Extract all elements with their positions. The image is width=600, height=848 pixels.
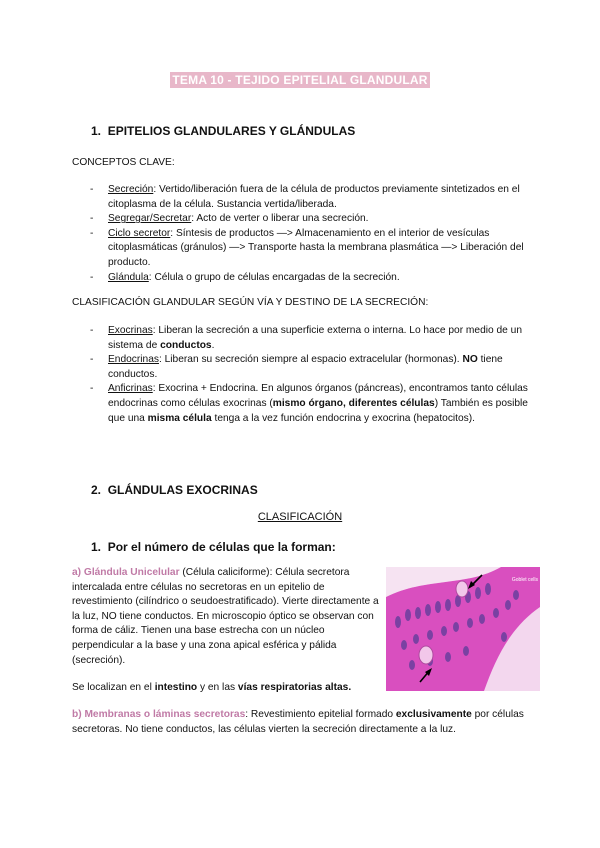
subsection-number: 1. [91, 540, 102, 554]
concepts-list [90, 183, 530, 285]
page-title [0, 71, 600, 89]
concept-item [90, 212, 530, 227]
concept-item [90, 183, 530, 212]
location-bold: vías respiratorias altas. [237, 682, 352, 693]
unicellular-paragraph [72, 566, 380, 668]
membranes-text: : Revestimiento epitelial formado [245, 709, 396, 720]
gland-type-exocrine [90, 324, 530, 353]
concept-text: : Acto de verter o liberar una secreción. [191, 213, 369, 225]
title-highlight: TEMA 10 - TEJIDO EPITELIAL GLANDULAR [172, 73, 428, 87]
gland-type-amphicrine [90, 382, 530, 426]
unicellular-label: a) Glándula Unicelular [72, 567, 180, 578]
gland-text-end: . [211, 339, 215, 351]
gland-text: : Liberan su secreción siempre al espacio extracelular (hormonas). [158, 354, 463, 366]
gland-text: ) También es posible que una [108, 397, 528, 424]
goblet-cell-micrograph [386, 567, 540, 691]
concept-item [90, 271, 530, 286]
gland-term: Endocrinas [108, 354, 159, 366]
unicellular-text: (Célula caliciforme): Célula secretora intercalada entre células no secretoras en un epitelio de revestimiento (cilíndrico o seudoestratificado). Vierte directamente a la luz, NO tiene conductos. En microscopio óptico se observan con forma de cáliz. Tienen una base estrecha con un núcleo perpendicular a la base y una zona apical esférica y pálida (secreción). [72, 567, 379, 666]
section2-number: 2. [91, 483, 102, 497]
concept-term: Segregar/Secretar [108, 213, 192, 225]
classification-label: CLASIFICACIÓN GLANDULAR SEGÚN VÍA Y DESTINO DE LA SECRECIÓN: [72, 297, 429, 308]
gland-bold: misma célula [147, 412, 212, 424]
concept-item [90, 227, 530, 271]
section2-heading [91, 483, 258, 497]
membranes-text: por células secretoras. No tiene conductos, las células vierten la secreción directamente a la luz. [72, 709, 524, 735]
gland-text-end: tiene conductos. [108, 354, 503, 380]
gland-text: : Liberan la secreción a una superficie externa o interna. Lo hace por medio de un sistema de [108, 325, 522, 351]
gland-text-end: tenga a la vez función endocrina y exocrina (hepatocitos). [211, 412, 475, 424]
concept-term: Ciclo secretor [108, 227, 171, 239]
concept-term: Secreción [108, 184, 154, 195]
section1-number: 1. [91, 124, 102, 138]
concept-term: Glándula [108, 271, 149, 283]
concept-text: : Célula o grupo de células encargadas de la secreción. [148, 271, 400, 283]
micrograph-caption: Goblet cells [511, 577, 538, 583]
gland-text: : Exocrina + Endocrina. En algunos órganos (páncreas), encontramos tanto células endocrinas como células exocrinas ( [108, 383, 528, 409]
classification-subtitle: CLASIFICACIÓN [257, 511, 343, 523]
gland-bold: mismo órgano, diferentes células [272, 397, 435, 409]
section1-title: EPITELIOS GLANDULARES Y GLÁNDULAS [107, 124, 356, 138]
section1-heading [91, 124, 355, 138]
membranes-bold: exclusivamente [395, 709, 472, 720]
gland-term: Exocrinas [108, 325, 153, 336]
subsection-heading [91, 540, 336, 554]
micrograph-image [386, 567, 540, 691]
concept-text: : Vertido/liberación fuera de la célula de productos previamente sintetizados en el citoplasma de la célula. Sustancia vertida/liberada. [108, 184, 520, 210]
location-paragraph [72, 681, 382, 696]
gland-bold: conductos [160, 339, 212, 351]
concept-text: : Síntesis de productos —> Almacenamiento en el interior de vesículas citoplasmáticas (gránulos) —> Transporte hasta la membrana plasmática —> Liberación del producto. [108, 227, 524, 268]
section2-title: GLÁNDULAS EXOCRINAS [107, 483, 258, 497]
location-text: Se localizan en el [72, 682, 155, 693]
membranes-paragraph [72, 708, 532, 737]
membranes-label: b) Membranas o láminas secretoras [72, 709, 246, 720]
location-text: y en las [197, 682, 238, 693]
classification-list [90, 324, 530, 426]
concepts-label: CONCEPTOS CLAVE: [72, 157, 175, 168]
gland-type-endocrine [90, 353, 530, 382]
subsection-title: Por el número de células que la forman: [107, 540, 336, 554]
location-bold: intestino [154, 682, 198, 693]
gland-bold: NO [462, 354, 478, 366]
gland-term: Anficrinas [108, 383, 153, 395]
